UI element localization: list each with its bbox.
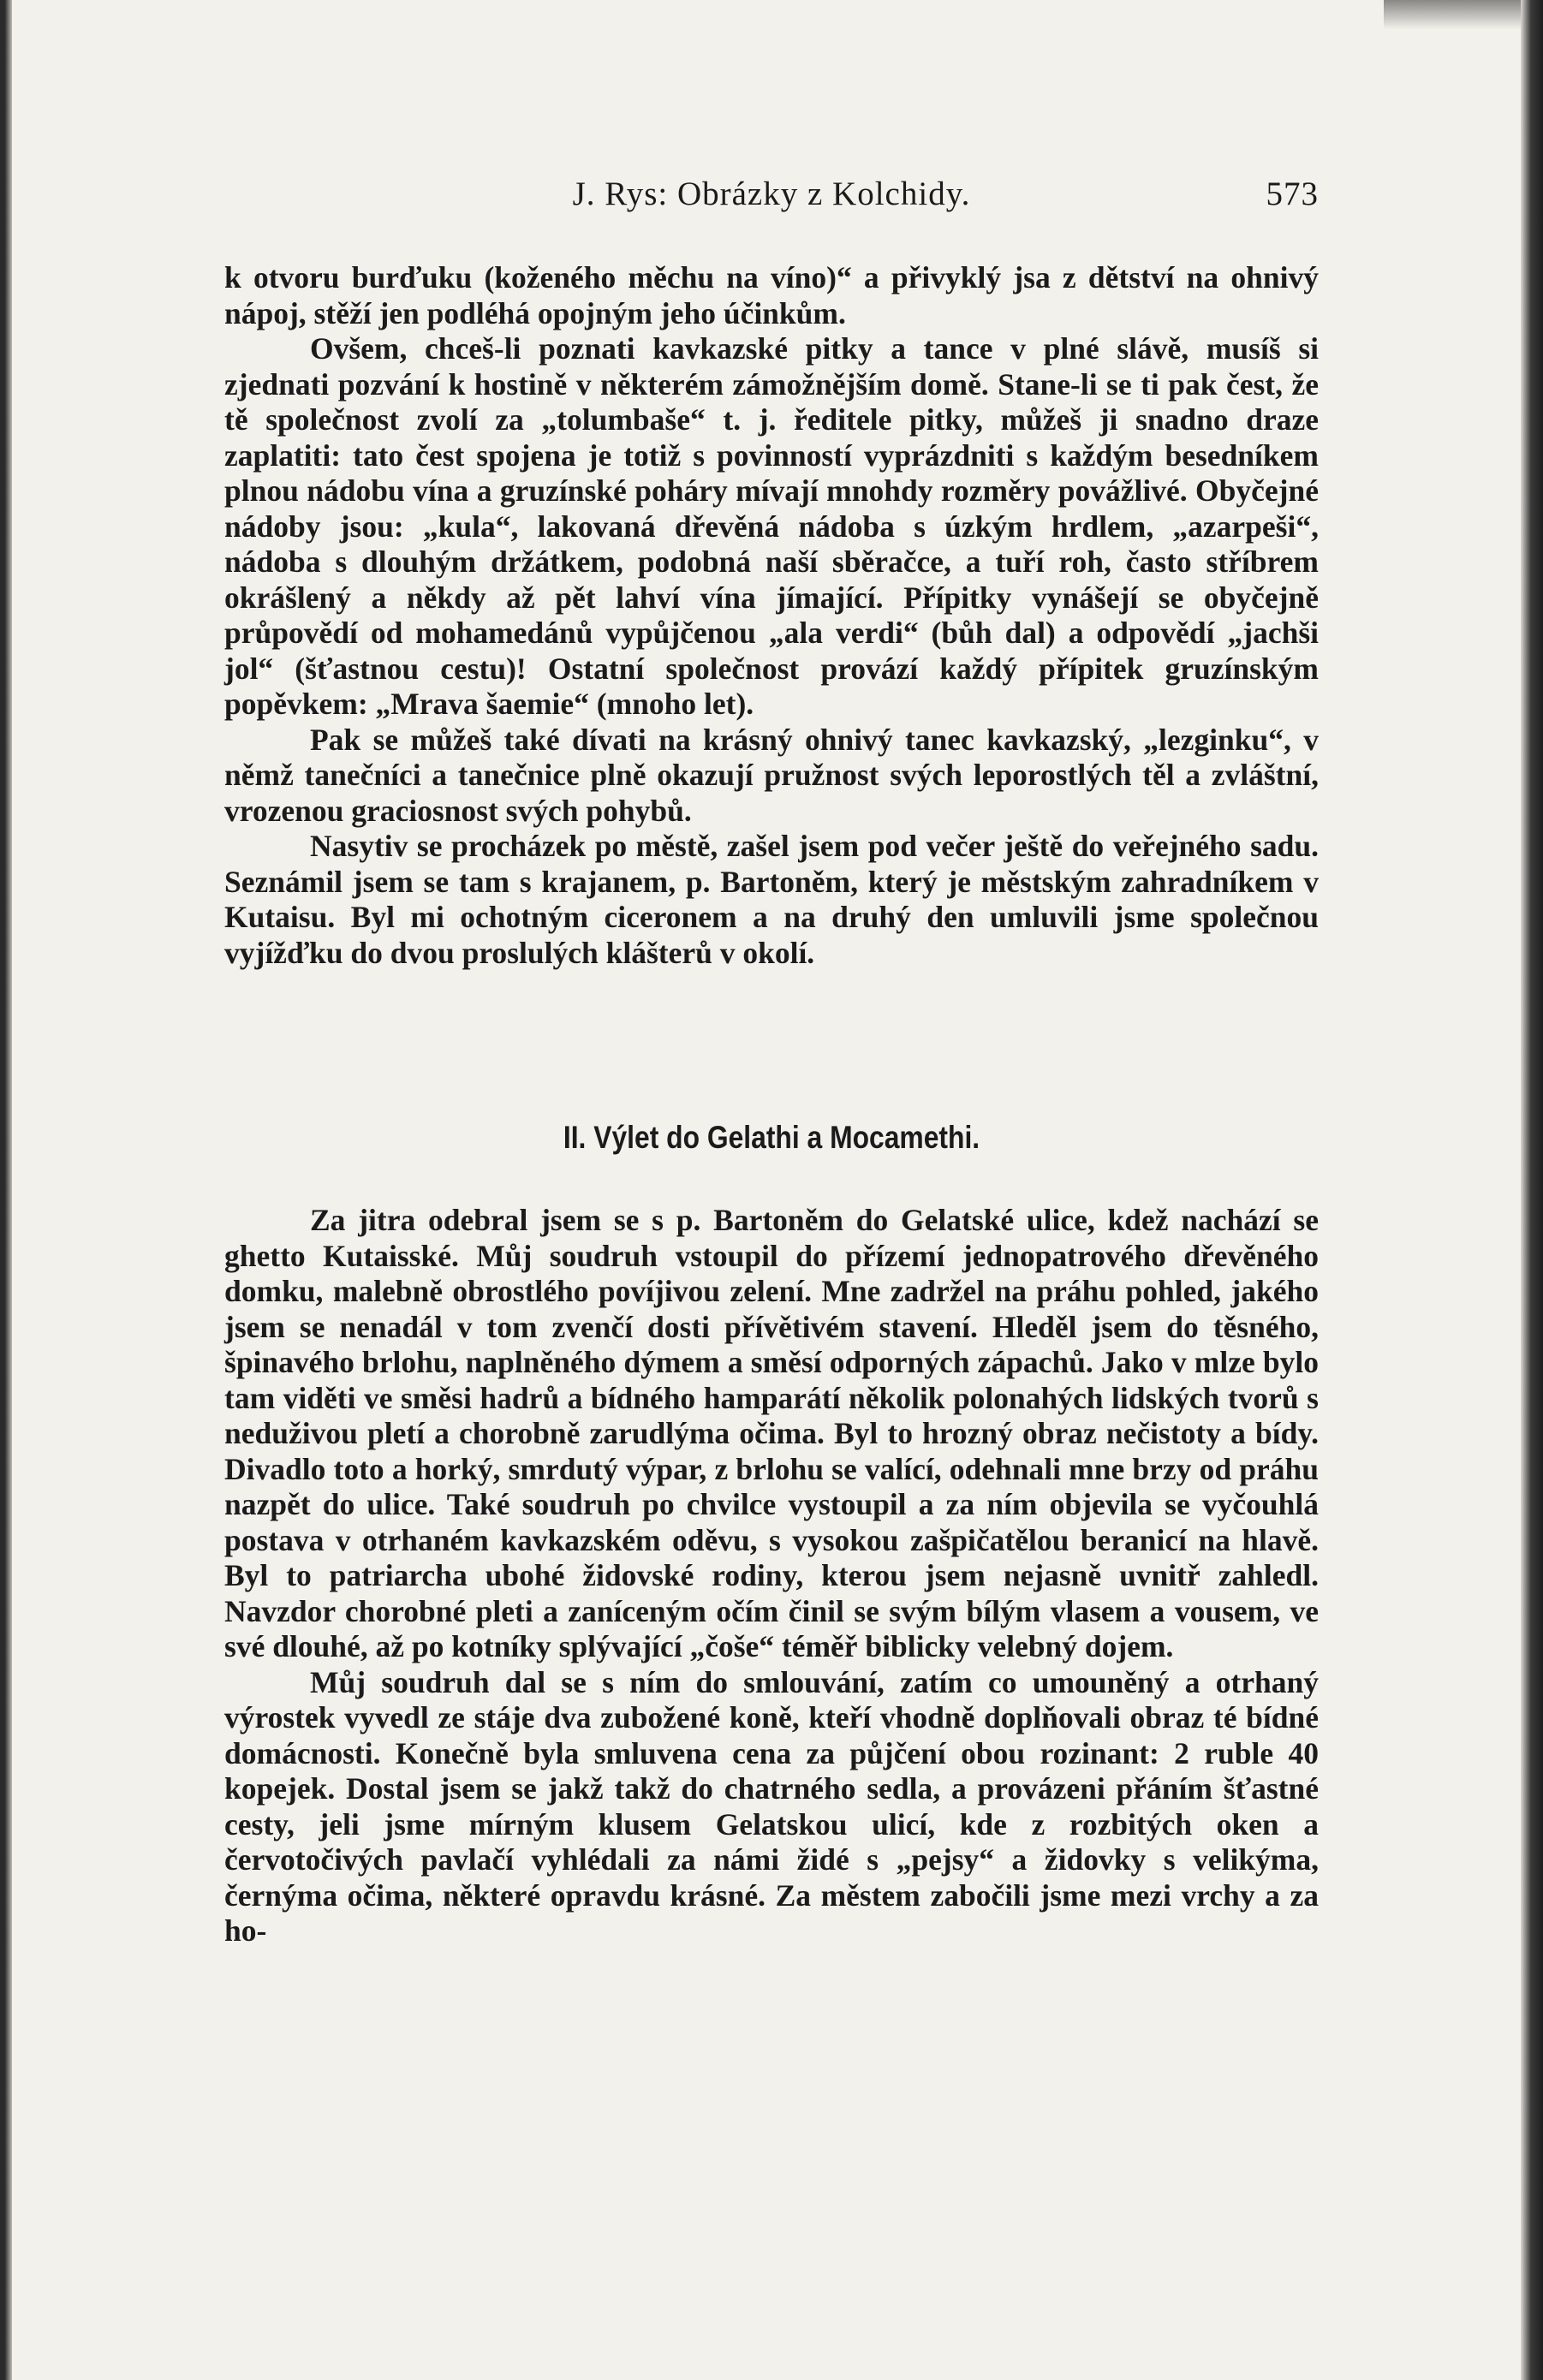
- paragraph: Za jitra odebral jsem se s p. Bartoněm do Gelatské ulice, kdež nachází se ghetto Kutaisské. Můj soudruh vstoupil do přízemí jednopatrového dřevěného domku, malebně obrostlého povíjivou zelení. Mne zadržel na práhu pohled, jakého jsem se nenadál v tom zvenčí dosti přívětivém stavení. Hleděl jsem do těsného, špinavého brlohu, naplněného dýmem a směsí odporných zápachů. Jako v mlze bylo tam viděti ve směsi hadrů a bídného hamparátí několik polonahých lidských tvorů s neduživou pletí a chorobně zarudlýma očima. Byl to hrozný obraz nečistoty a bídy. Divadlo toto a horký, smrdutý výpar, z brlohu se valící, odehnali mne brzy od práhu nazpět do ulice. Také soudruh po chvilce vystoupil a za ním objevila se vyčouhlá postava v otrhaném kavkazském oděvu, s vysokou zašpičatělou beranicí na hlavě. Byl to patriarcha ubohé židovské rodiny, kterou jsem nejasně uvnitř zahledl. Navzdor chorobné pleti a zaníceným očím činil se svým bílým vlasem a vousem, ve své dlouhé, až po kotníky splývající „čoše“ téměř biblicky velebný dojem.: [224, 1203, 1319, 1663]
- paragraph: Nasytiv se procházek po městě, zašel jsem pod večer ještě do veřejného sadu. Seznámil jsem se tam s krajanem, p. Bartoněm, který je městským zahradníkem v Kutaisu. Byl mi ochotným ciceronem a na druhý den umluvili jsme společnou vyjížďku do dvou proslulých klášterů v okolí.: [224, 829, 1319, 970]
- paragraph: k otvoru burďuku (koženého měchu na víno)“ a přivyklý jsa z dětství na ohnivý nápoj, stěží jen podléhá opojným jeho účinkům.: [224, 260, 1319, 330]
- page-number: 573: [1266, 176, 1319, 212]
- page-header: [224, 175, 1319, 226]
- paragraph: Ovšem, chceš-li poznati kavkazské pitky a tance v plné slávě, musíš si zjednati pozvání k hostině v některém zámožnějším domě. Stane-li se ti pak čest, že tě společnost zvolí za „tolumbaše“ t. j. ředitele pitky, můžeš ji snadno draze zaplatiti: tato čest spojena je totiž s povinností vyprázdniti s každým besedníkem plnou nádobu vína a gruzínské poháry mívají mnohdy rozměry povážlivé. Obyčejné nádoby jsou: „kula“, lakovaná dřevěná nádoba s úzkým hrdlem, „azarpeši“, nádoba s dlouhým držátkem, podobná naší sběračce, a tuří roh, často stříbrem okrášlený a někdy až pět lahví vína jímající. Přípitky vynášejí se obyčejně průpovědí od mohamedánů vypůjčenou „ala verdi“ (bůh dal) a odpovědí „jachši jol“ (šťastnou cestu)! Ostatní společnost provází každý přípitek gruzínským popěvkem: „Mrava šaemie“ (mnoho let).: [224, 331, 1319, 721]
- running-title: J. Rys: Obrázky z Kolchidy.: [572, 176, 971, 212]
- body-text-part2: [224, 1203, 1319, 1949]
- paragraph: Pak se můžeš také dívati na krásný ohnivý tanec kavkazský, „lezginku“, v němž tanečníci a tanečnice plně okazují pružnost svých leporostlých těl a zvláštní, vrozenou graciosnost svých pohybů.: [224, 722, 1319, 828]
- scan-shadow-top: [1384, 0, 1521, 29]
- paragraph: Můj soudruh dal se s ním do smlouvání, zatím co umouněný a otrhaný výrostek vyvedl ze stáje dva zubožené koně, kteří vhodně doplňovali obraz té bídné domácnosti. Konečně byla smluvena cena za půjčení obou rozinant: 2 ruble 40 kopejek. Dostal jsem se jakž takž do chatrného sedla, a provázeni přáním šťastné cesty, jeli jsme mírným klusem Gelatskou ulicí, kde z rozbitých oken a červotočivých pavlačí vyhlédali za námi židé s „pejsy“ a židovky s velikýma, černýma očima, některé opravdu krásné. Za městem zabočili jsme mezi vrchy a za ho-: [224, 1664, 1319, 1948]
- scan-edge-right: [1521, 0, 1543, 2380]
- body-text-part1: [224, 260, 1319, 971]
- scan-edge-left: [0, 0, 12, 2380]
- section-heading: II. Výlet do Gelathi a Mocamethi.: [563, 1120, 980, 1155]
